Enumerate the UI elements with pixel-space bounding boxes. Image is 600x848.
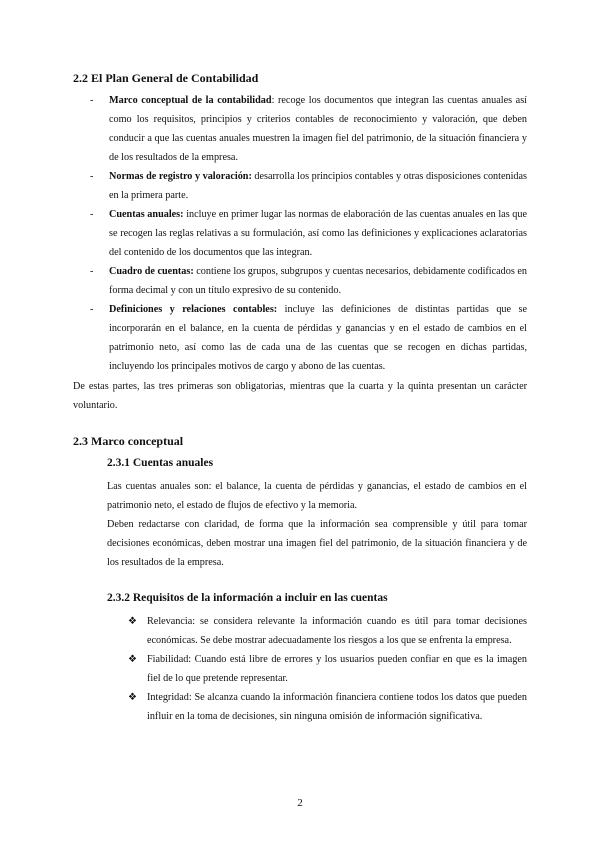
diamond-bullet-icon: ❖ xyxy=(128,692,137,703)
page-number: 2 xyxy=(297,797,303,809)
list-item xyxy=(128,688,527,726)
item-text: Relevancia: se considera relevante la información cuando es útil para tomar decisiones económicas. Se debe mostrar adecuadamente los riesgos a los que se enfrenta la empresa. xyxy=(147,616,527,646)
dash-bullet: - xyxy=(90,95,94,106)
list-item xyxy=(90,300,527,376)
list-item xyxy=(128,650,527,688)
item-text: desarrolla los principios contables y otras disposiciones contenidas en la primera parte. xyxy=(109,171,527,201)
subsection-2-3-2-title: 2.3.2 Requisitos de la información a incluir en las cuentas xyxy=(107,592,388,604)
item-text: Fiabilidad: Cuando está libre de errores y los usuarios pueden confiar en que es la imagen fiel de lo que pretende representar. xyxy=(147,654,527,684)
item-text: contiene los grupos, subgrupos y cuentas necesarios, debidamente codificados en forma decimal y con un título expresivo de su contenido. xyxy=(109,266,527,296)
item-text: incluye las definiciones de distintas partidas que se incorporarán en el balance, en la cuenta de pérdidas y ganancias y en el estado de cambios en el patrimonio neto, así como las de cada una de las cuentas que se recogen en dichas partidas, incluyendo los principales motivos de cargo y abono de las cuentas. xyxy=(109,304,527,372)
diamond-bullet-icon: ❖ xyxy=(128,616,137,627)
item-text: : recoge los documentos que integran las cuentas anuales así como los requisitos, principios y criterios contables de reconocimiento y valoración, que deben conducir a que las cuentas anuales muestren la imagen fiel del patrimonio, de la situación financiera y de los resultados de la empresa. xyxy=(109,95,527,163)
dash-bullet: - xyxy=(90,266,94,277)
redaccion-paragraph: Deben redactarse con claridad, de forma que la información sea comprensible y útil para tomar decisiones económicas, deben mostrar una imagen fiel del patrimonio, de la situación financiera y de los resultados de la empresa. xyxy=(107,519,527,568)
subsection-2-3-1-title: 2.3.1 Cuentas anuales xyxy=(107,457,214,469)
item-term: Normas de registro y valoración: xyxy=(109,171,252,182)
item-term: Cuadro de cuentas: xyxy=(109,266,194,277)
dash-bullet: - xyxy=(90,209,94,220)
dash-bullet: - xyxy=(90,171,94,182)
list-item xyxy=(90,205,527,262)
list-item xyxy=(90,167,527,205)
dash-bullet: - xyxy=(90,304,94,315)
item-text: Integridad: Se alcanza cuando la información financiera contiene todos los datos que pueden influir en la toma de decisiones, sin ninguna omisión de información significativa. xyxy=(147,692,527,722)
item-term: Marco conceptual de la contabilidad xyxy=(109,95,272,106)
closing-paragraph: De estas partes, las tres primeras son obligatorias, mientras que la cuarta y la quinta presentan un carácter voluntario. xyxy=(73,381,527,411)
requirements-list xyxy=(128,612,527,726)
list-item xyxy=(90,91,527,167)
section-2-3-title: 2.3 Marco conceptual xyxy=(73,434,184,448)
cuentas-anuales-paragraph: Las cuentas anuales son: el balance, la cuenta de pérdidas y ganancias, el estado de cambios en el patrimonio neto, el estado de flujos de efectivo y la memoria. xyxy=(107,481,527,511)
list-item xyxy=(90,262,527,300)
item-term: Definiciones y relaciones contables: xyxy=(109,304,278,315)
item-text: incluye en primer lugar las normas de elaboración de las cuentas anuales en las que se recogen las reglas relativas a su formulación, así como las definiciones y explicaciones aclaratorias del contenido de los documentos que las integran. xyxy=(109,209,528,258)
item-term: Cuentas anuales: xyxy=(109,209,184,220)
plan-parts-list xyxy=(90,91,527,376)
list-item xyxy=(128,612,527,650)
diamond-bullet-icon: ❖ xyxy=(128,654,137,665)
section-2-2-title: 2.2 El Plan General de Contabilidad xyxy=(73,71,259,85)
